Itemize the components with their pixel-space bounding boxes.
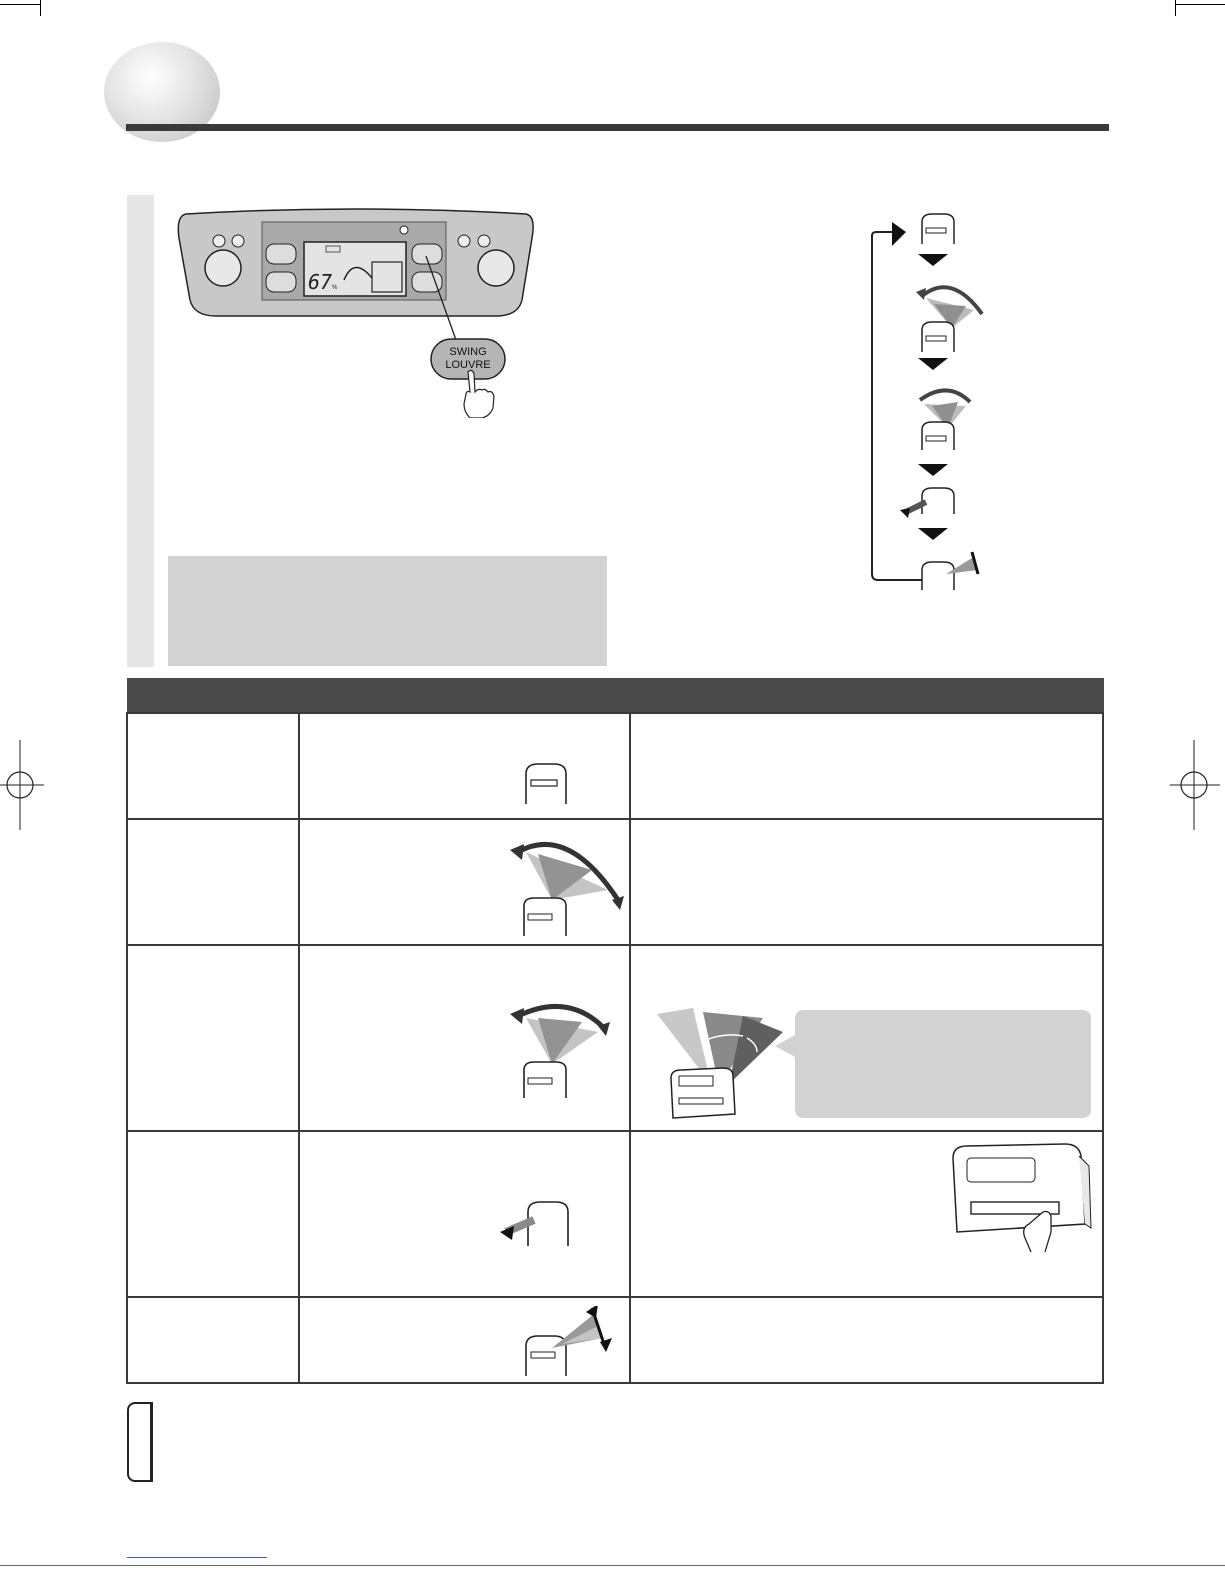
registration-mark-left: [0, 740, 44, 830]
control-panel-illustration: [176, 208, 535, 320]
speech-note-box: [795, 1010, 1091, 1118]
table-row-downward: [127, 1297, 1103, 1383]
registration-mark-right: [1170, 740, 1220, 830]
horizontal-louvre-icon: [500, 1198, 580, 1248]
pointer-line: [420, 250, 470, 342]
crop-mark: [1175, 4, 1225, 5]
header-rule: [126, 124, 1109, 131]
crop-mark: [1175, 0, 1176, 16]
downward-louvre-icon: [522, 1306, 618, 1378]
table-row-wide-swing: [127, 819, 1103, 945]
speech-tail: [775, 1034, 797, 1058]
manual-louvre-adjust-illustration: [947, 1140, 1093, 1256]
louvre-angle-illustration: [653, 1002, 789, 1120]
wide-swing-icon: [508, 830, 632, 940]
crop-mark: [40, 0, 41, 16]
swing-mode-cycle-diagram: [860, 200, 1000, 600]
humidity-unit: %: [332, 285, 338, 291]
swing-mode-table: [126, 678, 1104, 1384]
humidity-digits: 67: [308, 270, 333, 294]
fixed-louvre-icon: [522, 762, 570, 806]
crop-mark: [0, 1565, 1225, 1566]
side-strip: [127, 195, 154, 667]
note-box: [168, 556, 607, 666]
pressing-hand-icon: [458, 368, 498, 418]
swing-label: SWING: [449, 346, 487, 358]
louvre-label: LOUVRE: [445, 359, 491, 371]
crop-mark: [0, 4, 40, 5]
table-header-row: [127, 679, 1103, 714]
table-row-horizontal: [127, 1131, 1103, 1297]
table-row-upper-swing: [127, 945, 1103, 1131]
table-row-fixed: [127, 713, 1103, 819]
note-tab-icon: [127, 1402, 153, 1482]
footer-link-underline[interactable]: [127, 1557, 267, 1558]
upper-swing-icon: [508, 998, 632, 1102]
